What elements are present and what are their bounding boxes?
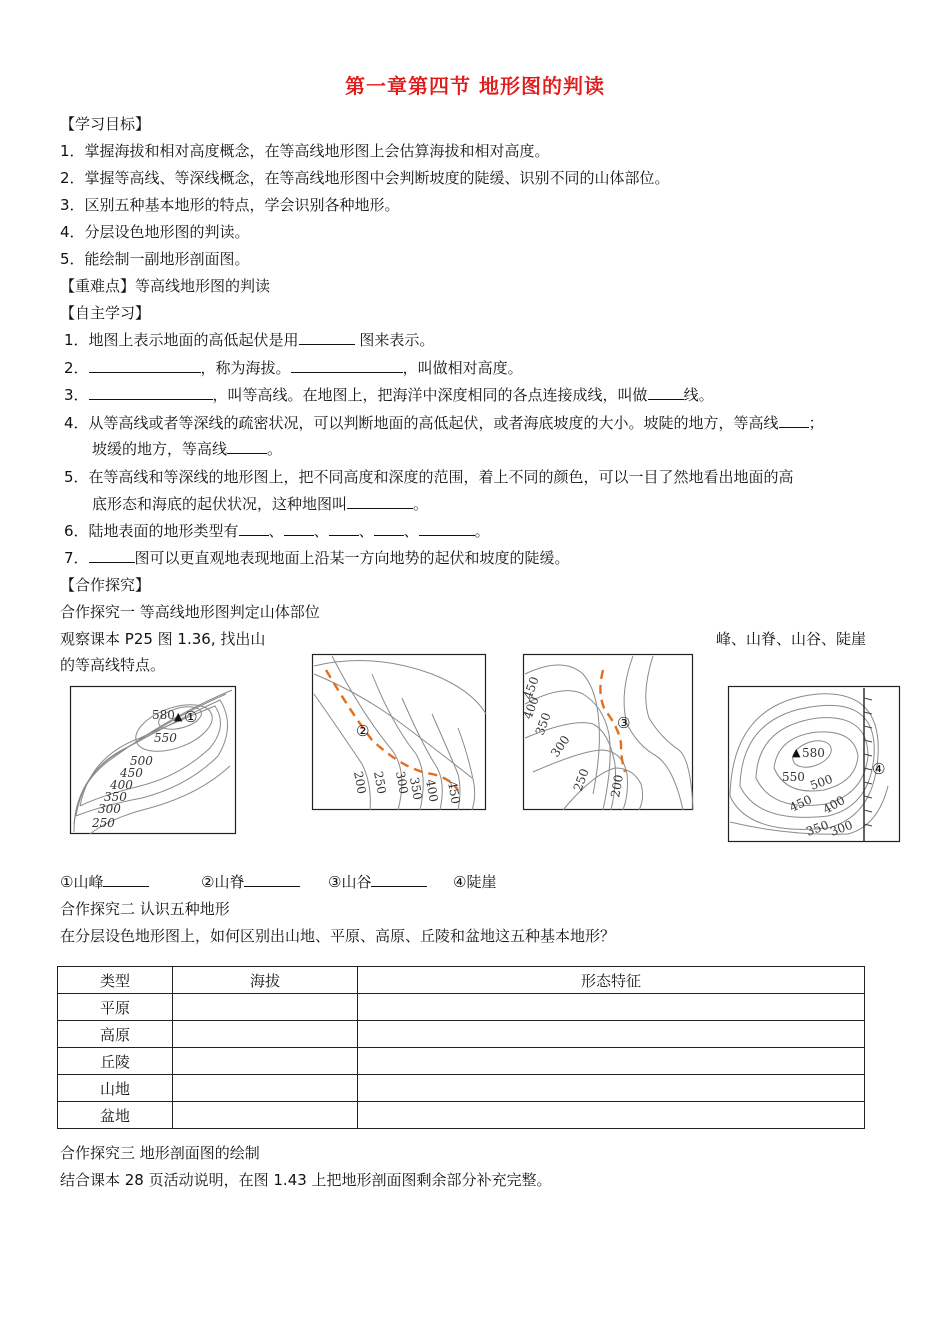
- contour-label: 500: [808, 771, 835, 793]
- answer-blank[interactable]: [244, 872, 300, 887]
- marker-3: ③: [617, 714, 631, 732]
- table-header-row: [58, 967, 865, 994]
- table-cell-features[interactable]: [358, 994, 865, 1021]
- answer-blank[interactable]: [291, 358, 403, 373]
- answer-blank[interactable]: [347, 494, 413, 509]
- table-cell-type: 山地: [58, 1075, 173, 1102]
- key-points: 【重难点】等高线地形图的判读: [60, 277, 271, 295]
- coop-heading: 【合作探究】: [60, 576, 151, 594]
- table-cell-elevation[interactable]: [173, 1048, 358, 1075]
- answer-row: ①山峰 ②山脊 ③山谷 ④陡崖: [60, 873, 497, 891]
- exploration-1-text-b: 峰、山脊、山谷、陡崖: [716, 630, 867, 648]
- answer-blank[interactable]: [227, 439, 267, 454]
- contour-label: 550: [154, 731, 177, 745]
- contour-label: 250: [570, 766, 592, 794]
- answer-blank[interactable]: [89, 548, 135, 563]
- figure-valley: [520, 654, 693, 810]
- answer-blank[interactable]: [329, 521, 359, 536]
- table-cell-features[interactable]: [358, 1021, 865, 1048]
- table-cell-type: 平原: [58, 994, 173, 1021]
- table-cell-features[interactable]: [358, 1048, 865, 1075]
- question-1: 1．地图上表示地面的高低起伏是用 图来表示。: [64, 331, 435, 349]
- contour-label: 450: [120, 766, 143, 780]
- question-4: 4．从等高线或者等深线的疏密状况，可以判断地面的高低起伏，或者海底坡度的大小。坡陡的地方，等高线 ；: [64, 414, 824, 432]
- table-row: [58, 1075, 865, 1102]
- answer-blank[interactable]: [371, 872, 427, 887]
- answer-blank[interactable]: [89, 358, 201, 373]
- contour-label: 500: [130, 754, 153, 768]
- contour-label: 350: [407, 776, 425, 802]
- table-row: [58, 1021, 865, 1048]
- contour-label: 300: [393, 770, 411, 796]
- table-cell-elevation[interactable]: [173, 1021, 358, 1048]
- contour-label: 400: [423, 778, 441, 804]
- contour-label: 200: [351, 770, 369, 796]
- question-4-cont: 坡缓的地方，等高线 。: [92, 440, 283, 458]
- marker-2: ②: [356, 722, 370, 740]
- answer-blank[interactable]: [648, 385, 684, 400]
- answer-blank[interactable]: [779, 413, 809, 428]
- table-row: [58, 994, 865, 1021]
- peak-icon: ▲: [792, 746, 801, 759]
- answer-blank[interactable]: [419, 521, 475, 536]
- table-cell-elevation[interactable]: [173, 1102, 358, 1129]
- contour-label: 400: [820, 793, 848, 817]
- peak-icon: ▲: [174, 710, 183, 723]
- answer-blank[interactable]: [239, 521, 269, 536]
- marker-1: ①: [184, 708, 198, 726]
- peak-height-label: 580: [802, 746, 825, 760]
- figure-peak: [70, 686, 236, 834]
- contour-label: 250: [92, 816, 115, 830]
- contour-label: 450: [520, 674, 542, 702]
- contour-label: 300: [98, 802, 121, 816]
- self-study-heading: 【自主学习】: [60, 304, 151, 322]
- contour-label: 400: [520, 694, 542, 722]
- objective-item: 2．掌握等高线、等深线概念，在等高线地形图中会判断坡度的陡缓、识别不同的山体部位。: [60, 169, 670, 187]
- question-5-cont: 底形态和海底的起伏状况，这种地图叫 。: [92, 495, 429, 513]
- table-header: 类型: [58, 967, 173, 994]
- objective-item: 5．能绘制一副地形剖面图。: [60, 250, 250, 268]
- table-row: [58, 1102, 865, 1129]
- page-title: 第一章第四节 地形图的判读: [345, 74, 605, 98]
- figure-ridge: [312, 654, 486, 810]
- table-cell-features[interactable]: [358, 1075, 865, 1102]
- exploration-3-text: 结合课本 28 页活动说明，在图 1.43 上把地形剖面图剩余部分补充完整。: [60, 1171, 552, 1189]
- exploration-2-question: 在分层设色地形图上，如何区别出山地、平原、高原、丘陵和盆地这五种基本地形？: [60, 927, 616, 945]
- contour-label: 350: [804, 817, 831, 839]
- contour-label: 450: [445, 780, 463, 806]
- contour-label: 450: [787, 792, 815, 815]
- table-header: 海拔: [173, 967, 358, 994]
- contour-label: 300: [828, 817, 855, 839]
- answer-blank[interactable]: [89, 385, 213, 400]
- answer-blank[interactable]: [374, 521, 404, 536]
- answer-blank[interactable]: [103, 872, 149, 887]
- table-cell-features[interactable]: [358, 1102, 865, 1129]
- contour-label: 550: [782, 770, 805, 784]
- exploration-1-title: 合作探究一 等高线地形图判定山体部位: [60, 603, 320, 621]
- question-6: 6．陆地表面的地形类型有 、 、 、 、 。: [64, 522, 490, 540]
- contour-label: 400: [110, 778, 133, 792]
- contour-label: 350: [104, 790, 127, 804]
- exploration-1-text-a: 观察课本 P25 图 1.36, 找出山: [60, 630, 266, 648]
- peak-height-label: 580: [152, 708, 175, 722]
- answer-blank[interactable]: [299, 330, 355, 345]
- objective-item: 4．分层设色地形图的判读。: [60, 223, 250, 241]
- contour-label: 350: [532, 710, 554, 738]
- question-2: 2． ，称为海拔。 ，叫做相对高度。: [64, 359, 523, 377]
- terrain-table: [57, 966, 865, 1129]
- question-5: 5．在等高线和等深线的地形图上，把不同高度和深度的范围，着上不同的颜色，可以一目了然地看出地面的高: [64, 468, 794, 486]
- figure-cliff: [728, 686, 900, 842]
- question-7: 7． 图可以更直观地表现地面上沿某一方向地势的起伏和坡度的陡缓。: [64, 549, 570, 567]
- table-header: 形态特征: [358, 967, 865, 994]
- exploration-1-text-c: 的等高线特点。: [60, 656, 166, 674]
- objective-item: 1．掌握海拔和相对高度概念，在等高线地形图上会估算海拔和相对高度。: [60, 142, 550, 160]
- exploration-3-title: 合作探究三 地形剖面图的绘制: [60, 1144, 260, 1162]
- table-cell-type: 高原: [58, 1021, 173, 1048]
- question-3: 3． ，叫等高线。在地图上，把海洋中深度相同的各点连接成线，叫做 线。: [64, 386, 714, 404]
- objective-item: 3．区别五种基本地形的特点，学会识别各种地形。: [60, 196, 400, 214]
- objectives-heading: 【学习目标】: [60, 115, 151, 133]
- contour-label: 250: [371, 770, 389, 796]
- contour-label: 300: [547, 732, 573, 760]
- table-row: [58, 1048, 865, 1075]
- marker-4: ④: [872, 760, 886, 778]
- contour-label: 200: [608, 773, 626, 799]
- answer-blank[interactable]: [284, 521, 314, 536]
- table-cell-elevation[interactable]: [173, 1075, 358, 1102]
- exploration-2-title: 合作探究二 认识五种地形: [60, 900, 230, 918]
- table-cell-elevation[interactable]: [173, 994, 358, 1021]
- table-cell-type: 盆地: [58, 1102, 173, 1129]
- table-cell-type: 丘陵: [58, 1048, 173, 1075]
